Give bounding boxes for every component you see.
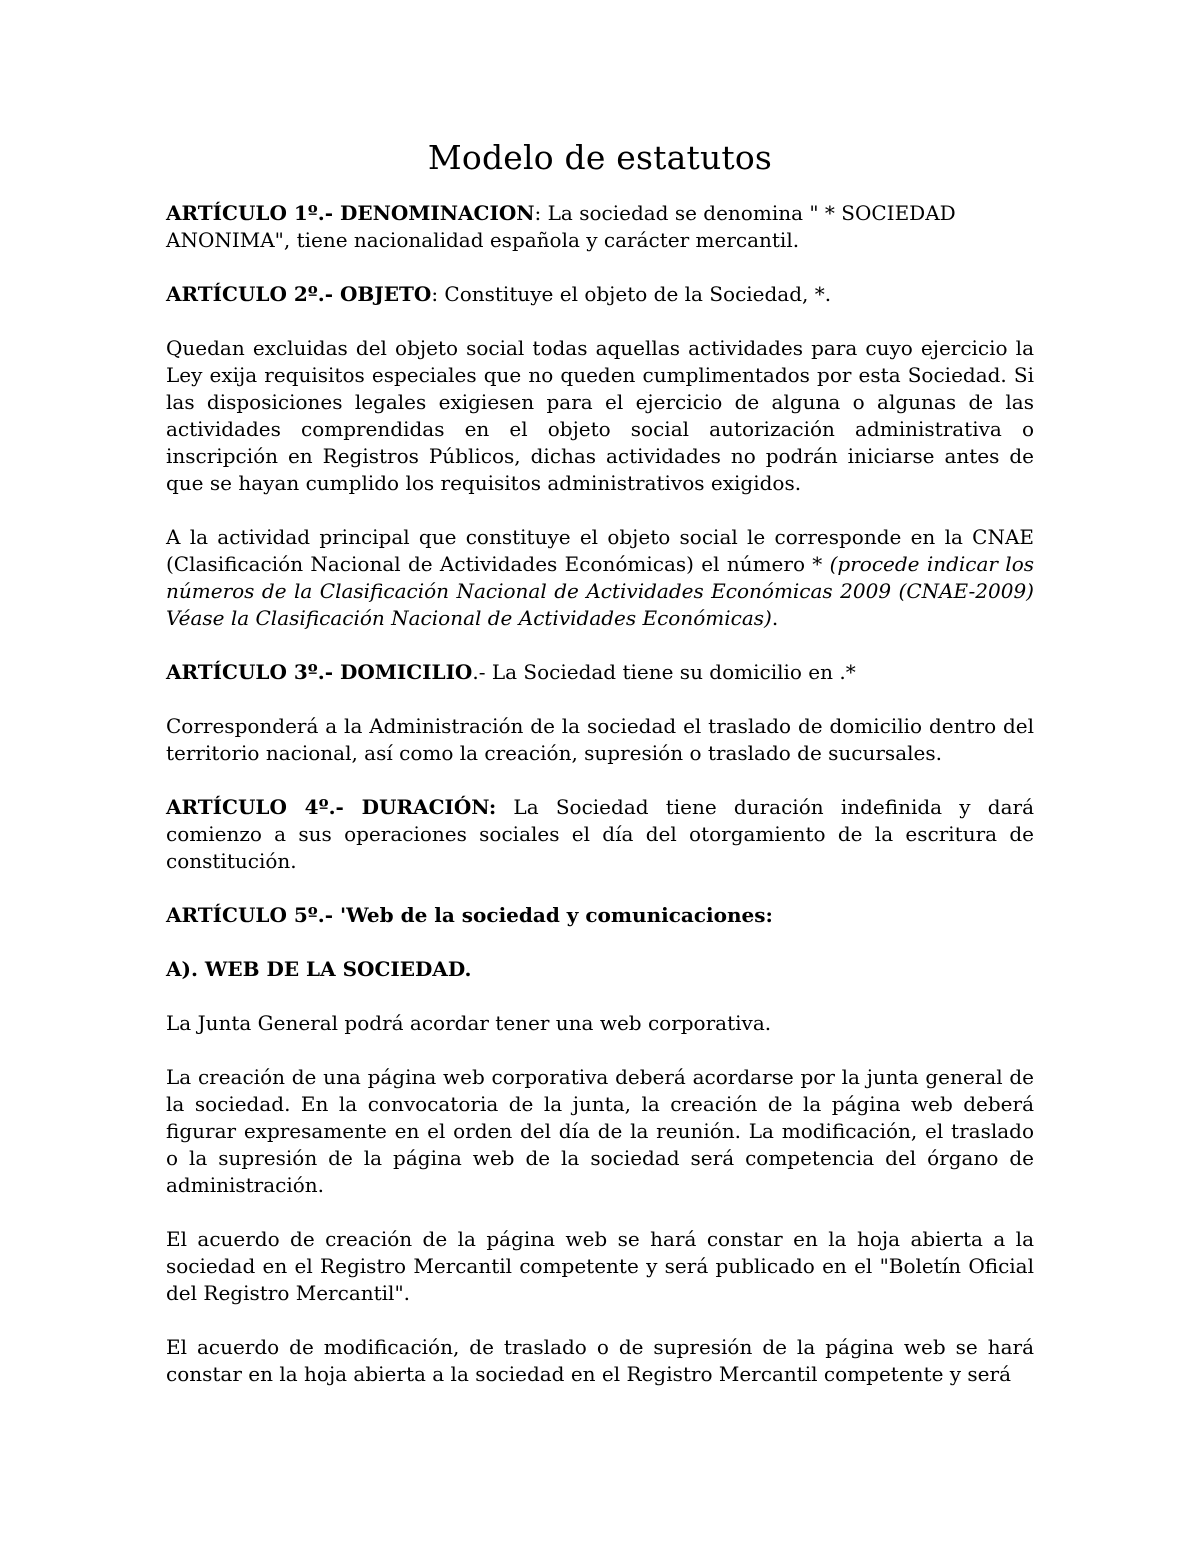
article-2-paragraph-3-end: . [771,606,779,630]
article-5-heading: ARTÍCULO 5º.- 'Web de la sociedad y comunicaciones: [166,903,773,927]
document-page [166,130,1034,1415]
article-5-subheading: A). WEB DE LA SOCIEDAD. [166,957,472,981]
article-3-text: .- La Sociedad tiene su domicilio en .* [472,660,856,684]
article-2-paragraph-2: Quedan excluidas del objeto social todas aquellas actividades para cuyo ejercicio la Ley exija requisitos especiales que no queden cumplimentados por esta Sociedad. Si las disposiciones legales exigiesen para el ejercicio de alguna o algunas de las actividades comprendidas en el objeto social autorización administrativa o inscripción en Registros Públicos, dichas actividades no podrán iniciarse antes de que se hayan cumplido los requisitos administrativos exigidos. [166,336,1034,495]
article-4 [166,794,1034,875]
article-5-paragraph-4: El acuerdo de modificación, de traslado o de supresión de la página web se hará constar en la hoja abierta a la sociedad en el Registro Mercantil competente y será [166,1335,1034,1386]
article-2-heading: ARTÍCULO 2º.- OBJETO [166,282,432,306]
document-title: Modelo de estatutos [427,138,773,177]
article-3-paragraph-2: Corresponderá a la Administración de la sociedad el traslado de domicilio dentro del territorio nacional, así como la creación, supresión o traslado de sucursales. [166,714,1034,765]
article-2-paragraph-3 [166,524,1034,632]
article-1 [166,200,1034,254]
article-2-paragraph-3-italic: (procede indicar los números de la Clasificación Nacional de Actividades Económicas 2009 (CNAE-2009) Véase la Clasificación Nacional de Actividades Económicas) [166,552,1035,630]
article-5-paragraph-2: La creación de una página web corporativa deberá acordarse por la junta general de la sociedad. En la convocatoria de la junta, la creación de la página web deberá figurar expresamente en el orden del día de la reunión. La modificación, el traslado o la supresión de la página web de la sociedad será competencia del órgano de administración. [166,1065,1034,1197]
article-5-paragraph-3: El acuerdo de creación de la página web se hará constar en la hoja abierta a la sociedad en el Registro Mercantil competente y será publicado en el "Boletín Oficial del Registro Mercantil". [166,1227,1034,1305]
article-2-paragraph-3-text: A la actividad principal que constituye el objeto social le corresponde en la CNAE (Clasificación Nacional de Actividades Económicas) el número * [166,525,1034,576]
article-2 [166,281,1034,308]
article-1-heading: ARTÍCULO 1º.- DENOMINACION [166,201,535,225]
article-5-paragraph-1: La Junta General podrá acordar tener una web corporativa. [166,1011,772,1035]
article-3-heading: ARTÍCULO 3º.- DOMICILIO [166,660,473,684]
article-3 [166,659,1034,686]
article-4-text: La Sociedad tiene duración indefinida y dará comienzo a sus operaciones sociales el día del otorgamiento de la escritura de constitución. [166,795,1034,873]
article-2-text: : Constituye el objeto de la Sociedad, *. [431,282,832,306]
article-1-text: : La sociedad se denomina " * SOCIEDAD ANONIMA", tiene nacionalidad española y carácter mercantil. [166,201,956,252]
article-4-heading: ARTÍCULO 4º.- DURACIÓN: [166,795,497,819]
